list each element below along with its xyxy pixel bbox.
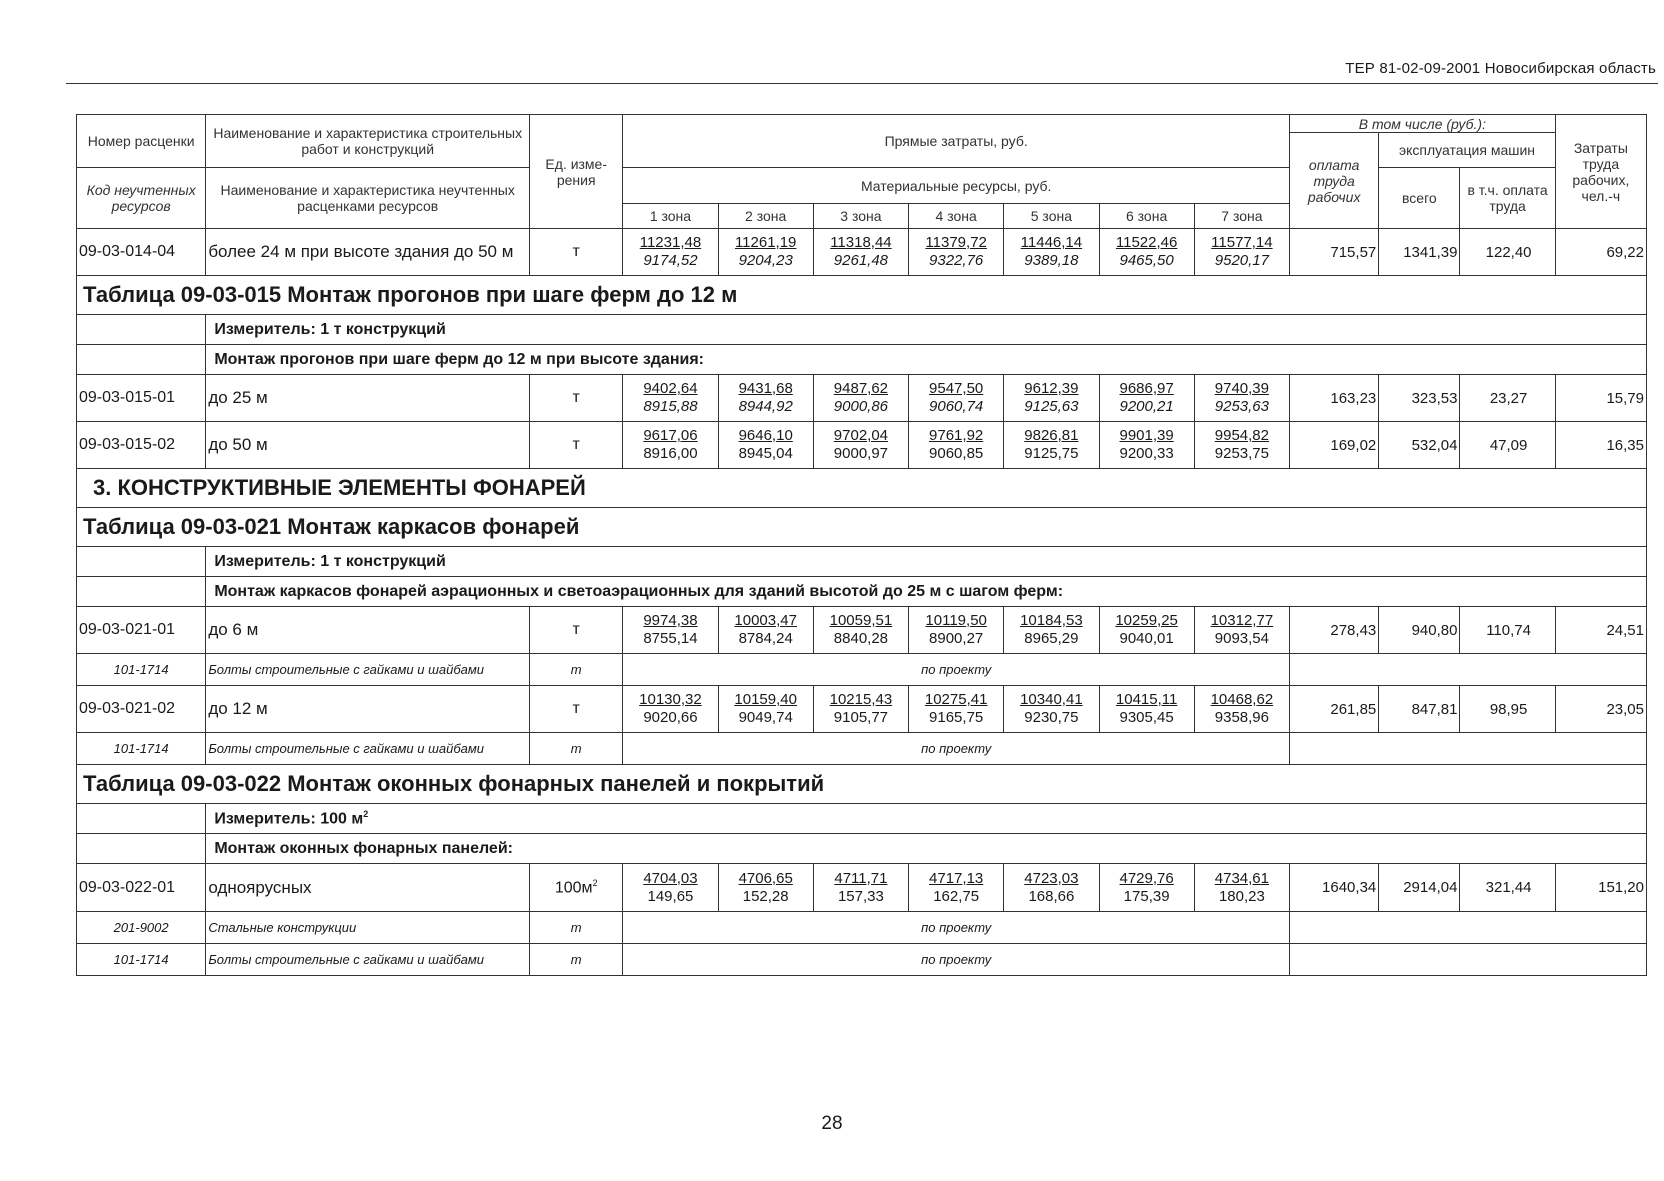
zone-total-cost: 9431,68 xyxy=(738,380,793,397)
rate-code: 09-03-015-02 xyxy=(77,422,206,469)
zone-cell xyxy=(1004,864,1099,912)
zone-material-cost: 9040,01 xyxy=(1119,630,1174,647)
zone-material-cost: 9000,86 xyxy=(833,398,889,415)
zone-total-cost: 9974,38 xyxy=(643,612,698,629)
zone-cell xyxy=(623,686,718,733)
rate-unit xyxy=(530,686,623,733)
page-number: 28 xyxy=(821,1113,843,1134)
zone-material-cost: 9125,63 xyxy=(1024,398,1079,415)
wages-value: 163,23 xyxy=(1290,375,1379,422)
wages-value: 261,85 xyxy=(1290,686,1379,733)
zone-material-cost: 8965,29 xyxy=(1024,630,1079,647)
running-header: ТЕР 81-02-09-2001 Новосибирская область xyxy=(1345,60,1656,77)
zone-cell xyxy=(1004,375,1099,422)
zone-total-cost: 10159,40 xyxy=(734,691,797,708)
unit-text: 100м xyxy=(554,879,593,897)
zone-total-cost: 4729,76 xyxy=(1119,869,1174,887)
zone-cell xyxy=(1004,686,1099,733)
rate-unit xyxy=(530,607,623,654)
unit-text: т xyxy=(572,243,580,260)
header-direct-costs: Прямые затраты, руб. xyxy=(623,115,1290,168)
machines-wages-value: 98,95 xyxy=(1460,686,1555,733)
unit-text: т xyxy=(572,436,580,453)
zone-cell xyxy=(1194,607,1289,654)
zone-total-cost: 10059,51 xyxy=(829,612,893,629)
resource-unit: т xyxy=(530,654,623,686)
table-title-row xyxy=(77,765,1647,804)
resource-empty xyxy=(1290,654,1647,686)
zone-total-cost: 9547,50 xyxy=(929,380,984,397)
rate-row xyxy=(77,864,1647,912)
meter-row xyxy=(77,804,1647,834)
zone-material-cost: 9204,23 xyxy=(738,252,793,269)
meta-code-empty xyxy=(77,345,206,375)
zone-cell xyxy=(813,229,908,276)
zone-cell xyxy=(909,607,1004,654)
header-zone-2: 2 зона xyxy=(718,204,813,229)
zone-total-cost: 9702,04 xyxy=(833,427,889,444)
resource-unit: т xyxy=(530,944,623,976)
zone-material-cost: 8916,00 xyxy=(643,445,698,462)
meter-label xyxy=(206,547,1647,577)
resource-empty xyxy=(1290,944,1647,976)
zone-total-cost: 9901,39 xyxy=(1119,427,1174,444)
labor-value: 16,35 xyxy=(1555,422,1646,469)
zone-cell xyxy=(718,686,813,733)
zone-total-cost: 9402,64 xyxy=(643,380,698,397)
unit-text: т xyxy=(572,700,580,717)
rate-code: 09-03-015-01 xyxy=(77,375,206,422)
zone-material-cost: 8945,04 xyxy=(738,445,793,462)
rate-row xyxy=(77,229,1647,276)
zone-total-cost: 10468,62 xyxy=(1210,691,1274,708)
zone-cell xyxy=(909,229,1004,276)
resource-code: 201-9002 xyxy=(77,912,206,944)
zone-total-cost: 11522,46 xyxy=(1115,234,1178,251)
zone-cell xyxy=(909,375,1004,422)
resource-row xyxy=(77,733,1647,765)
resource-unit: т xyxy=(530,733,623,765)
meta-code-empty xyxy=(77,834,206,864)
zone-cell xyxy=(813,375,908,422)
zone-material-cost: 9125,75 xyxy=(1024,445,1079,462)
section-title: 3. КОНСТРУКТИВНЫЕ ЭЛЕМЕНТЫ ФОНАРЕЙ xyxy=(77,469,1647,508)
zone-cell xyxy=(1099,864,1194,912)
labor-value: 151,20 xyxy=(1555,864,1646,912)
meta-code-empty xyxy=(77,547,206,577)
zone-cell xyxy=(718,229,813,276)
zone-cell xyxy=(909,422,1004,469)
header-code-top: Номер расценки xyxy=(77,115,206,168)
labor-value: 69,22 xyxy=(1555,229,1646,276)
zone-total-cost: 10415,11 xyxy=(1115,691,1178,708)
header-zone-7: 7 зона xyxy=(1194,204,1289,229)
meter-row xyxy=(77,547,1647,577)
zone-material-cost: 149,65 xyxy=(647,887,694,905)
zone-total-cost: 11577,14 xyxy=(1211,234,1273,251)
zone-total-cost: 10130,32 xyxy=(639,691,702,708)
labor-value: 24,51 xyxy=(1555,607,1646,654)
zone-material-cost: 9358,96 xyxy=(1214,709,1269,726)
zone-material-cost: 168,66 xyxy=(1028,887,1075,905)
zone-material-cost: 162,75 xyxy=(933,887,980,905)
zone-cell xyxy=(813,607,908,654)
resource-note: по проекту xyxy=(623,733,1290,765)
table-title: Таблица 09-03-015 Монтаж прогонов при шаге ферм до 12 м xyxy=(77,276,1647,315)
meter-row xyxy=(77,315,1647,345)
zone-cell xyxy=(1194,422,1289,469)
meter-label xyxy=(206,345,1647,375)
meter-label xyxy=(206,315,1647,345)
resource-code: 101-1714 xyxy=(77,733,206,765)
wages-value: 1640,34 xyxy=(1290,864,1379,912)
zone-material-cost: 180,23 xyxy=(1218,887,1265,905)
rate-row xyxy=(77,686,1647,733)
meter-label xyxy=(206,577,1647,607)
zone-material-cost: 175,39 xyxy=(1123,887,1170,905)
machines-total-value: 2914,04 xyxy=(1379,864,1460,912)
zone-total-cost: 9612,39 xyxy=(1024,380,1079,397)
header-rule xyxy=(66,83,1658,84)
rate-code: 09-03-022-01 xyxy=(77,864,206,912)
rate-unit xyxy=(530,229,623,276)
meta-code-empty xyxy=(77,577,206,607)
zone-total-cost: 4711,71 xyxy=(834,869,888,887)
zone-material-cost: 9093,54 xyxy=(1214,630,1269,647)
zone-material-cost: 9165,75 xyxy=(929,709,984,726)
machines-total-value: 847,81 xyxy=(1379,686,1460,733)
zone-total-cost: 9826,81 xyxy=(1024,427,1079,444)
zone-cell xyxy=(1194,686,1289,733)
rate-name: до 25 м xyxy=(206,375,530,422)
zone-material-cost: 9389,18 xyxy=(1024,252,1079,269)
header-materials: Материальные ресурсы, руб. xyxy=(623,168,1290,204)
zone-cell xyxy=(1194,375,1289,422)
zone-total-cost: 11318,44 xyxy=(830,234,892,251)
zone-cell xyxy=(813,686,908,733)
zone-total-cost: 9487,62 xyxy=(833,380,889,397)
labor-value: 15,79 xyxy=(1555,375,1646,422)
meter-row xyxy=(77,834,1647,864)
meter-label xyxy=(206,834,1647,864)
zone-total-cost: 10275,41 xyxy=(924,691,988,708)
meter-row xyxy=(77,577,1647,607)
header-zone-5: 5 зона xyxy=(1004,204,1099,229)
rate-unit xyxy=(530,422,623,469)
meter-text: Измеритель: 1 т конструкций xyxy=(214,320,446,338)
meta-code-empty xyxy=(77,315,206,345)
machines-wages-value: 122,40 xyxy=(1460,229,1555,276)
zone-material-cost: 9105,77 xyxy=(833,709,889,726)
zone-total-cost: 11379,72 xyxy=(925,234,987,251)
zone-total-cost: 10340,41 xyxy=(1020,691,1083,708)
meter-text: Измеритель: 1 т конструкций xyxy=(214,552,446,570)
zone-material-cost: 9049,74 xyxy=(738,709,793,726)
zone-total-cost: 4706,65 xyxy=(738,869,793,887)
rate-unit xyxy=(530,864,623,912)
zone-material-cost: 9253,75 xyxy=(1214,445,1269,462)
zone-cell xyxy=(718,422,813,469)
zone-cell xyxy=(1004,607,1099,654)
wages-value: 715,57 xyxy=(1290,229,1379,276)
zone-total-cost: 4734,61 xyxy=(1214,869,1269,887)
zone-material-cost: 9000,97 xyxy=(833,445,889,462)
header-code-bottom: Код неучтенных ресурсов xyxy=(77,168,206,229)
zone-total-cost: 10215,43 xyxy=(829,691,893,708)
zone-material-cost: 9253,63 xyxy=(1214,398,1269,415)
zone-cell xyxy=(623,422,718,469)
zone-total-cost: 10003,47 xyxy=(734,612,797,629)
machines-total-value: 323,53 xyxy=(1379,375,1460,422)
zone-cell xyxy=(1099,607,1194,654)
zone-material-cost: 152,28 xyxy=(742,887,789,905)
header-machines: эксплуатация машин xyxy=(1379,133,1555,168)
zone-cell xyxy=(718,375,813,422)
zone-material-cost: 9174,52 xyxy=(643,252,698,269)
zone-cell xyxy=(1099,422,1194,469)
zone-material-cost: 9520,17 xyxy=(1214,252,1269,269)
zone-cell xyxy=(1099,686,1194,733)
zone-material-cost: 8840,28 xyxy=(833,630,889,647)
header-machines-total: всего xyxy=(1379,168,1460,229)
zone-total-cost: 4717,13 xyxy=(929,869,984,887)
table-title: Таблица 09-03-021 Монтаж каркасов фонарей xyxy=(77,508,1647,547)
resource-empty xyxy=(1290,733,1647,765)
header-zone-1: 1 зона xyxy=(623,204,718,229)
resource-name: Болты строительные с гайками и шайбами xyxy=(206,944,530,976)
zone-total-cost: 10119,50 xyxy=(925,612,987,629)
zone-cell xyxy=(623,864,718,912)
zone-total-cost: 11231,48 xyxy=(639,234,702,251)
resource-row xyxy=(77,944,1647,976)
rate-row xyxy=(77,607,1647,654)
machines-total-value: 940,80 xyxy=(1379,607,1460,654)
zone-material-cost: 9020,66 xyxy=(643,709,698,726)
rate-row xyxy=(77,422,1647,469)
rate-name: до 12 м xyxy=(206,686,530,733)
zone-material-cost: 9261,48 xyxy=(833,252,889,269)
zone-total-cost: 4704,03 xyxy=(643,869,698,887)
header-name-top: Наименование и характеристика строительных работ и конструкций xyxy=(206,115,530,168)
header-zone-3: 3 зона xyxy=(813,204,908,229)
header-including: В том числе (руб.): xyxy=(1290,115,1556,133)
zone-cell xyxy=(1099,229,1194,276)
resource-row xyxy=(77,654,1647,686)
meter-label xyxy=(206,804,1647,834)
rate-code: 09-03-021-01 xyxy=(77,607,206,654)
zone-cell xyxy=(623,375,718,422)
header-machines-wages: в т.ч. оплата труда xyxy=(1460,168,1555,229)
zone-total-cost: 11261,19 xyxy=(734,234,797,251)
meter-text: Монтаж оконных фонарных панелей: xyxy=(214,839,513,857)
resource-note: по проекту xyxy=(623,654,1290,686)
wages-value: 278,43 xyxy=(1290,607,1379,654)
table-header xyxy=(77,115,1647,229)
unit-superscript: 2 xyxy=(592,877,598,888)
zone-material-cost: 9305,45 xyxy=(1119,709,1174,726)
zone-cell xyxy=(1004,229,1099,276)
zone-total-cost: 10259,25 xyxy=(1115,612,1178,629)
rate-code: 09-03-014-04 xyxy=(77,229,206,276)
zone-material-cost: 8944,92 xyxy=(738,398,793,415)
meter-text: Монтаж прогонов при шаге ферм до 12 м при высоте здания: xyxy=(214,350,704,368)
resource-name: Стальные конструкции xyxy=(206,912,530,944)
zone-material-cost: 9200,33 xyxy=(1119,445,1174,462)
header-name-bottom: Наименование и характеристика неучтенных расценками ресурсов xyxy=(206,168,530,229)
zone-material-cost: 157,33 xyxy=(837,887,884,905)
wages-value: 169,02 xyxy=(1290,422,1379,469)
zone-material-cost: 9060,74 xyxy=(929,398,984,415)
resource-name: Болты строительные с гайками и шайбами xyxy=(206,733,530,765)
resource-row xyxy=(77,912,1647,944)
section-title-row xyxy=(77,469,1647,508)
header-unit: Ед. изме-рения xyxy=(530,115,623,229)
zone-total-cost: 9617,06 xyxy=(643,427,698,444)
resource-note: по проекту xyxy=(623,944,1290,976)
rate-name: до 50 м xyxy=(206,422,530,469)
table-title-row xyxy=(77,508,1647,547)
zone-material-cost: 8784,24 xyxy=(738,630,793,647)
zone-material-cost: 8755,14 xyxy=(643,630,698,647)
zone-cell xyxy=(909,686,1004,733)
rate-name: до 6 м xyxy=(206,607,530,654)
resource-code: 101-1714 xyxy=(77,654,206,686)
zone-material-cost: 8915,88 xyxy=(643,398,698,415)
machines-total-value: 1341,39 xyxy=(1379,229,1460,276)
meter-text: Монтаж каркасов фонарей аэрационных и светоаэрационных для зданий высотой до 25 м с шагом ферм: xyxy=(214,582,1064,600)
header-labor: Затраты труда рабочих, чел.-ч xyxy=(1555,115,1646,229)
zone-total-cost: 9761,92 xyxy=(929,427,984,444)
zone-material-cost: 9060,85 xyxy=(929,445,984,462)
zone-cell xyxy=(718,864,813,912)
rate-name: одноярусных xyxy=(206,864,530,912)
machines-wages-value: 321,44 xyxy=(1460,864,1555,912)
zone-cell xyxy=(623,607,718,654)
resource-note: по проекту xyxy=(623,912,1290,944)
machines-wages-value: 23,27 xyxy=(1460,375,1555,422)
zone-material-cost: 9230,75 xyxy=(1024,709,1079,726)
resource-unit: т xyxy=(530,912,623,944)
zone-material-cost: 8900,27 xyxy=(929,630,984,647)
rate-name: более 24 м при высоте здания до 50 м xyxy=(206,229,530,276)
unit-text: т xyxy=(572,389,580,406)
zone-cell xyxy=(909,864,1004,912)
zone-cell xyxy=(1099,375,1194,422)
header-wages: оплата труда рабочих xyxy=(1290,133,1379,229)
zone-material-cost: 9322,76 xyxy=(929,252,984,269)
table-title: Таблица 09-03-022 Монтаж оконных фонарных панелей и покрытий xyxy=(77,765,1647,804)
labor-value: 23,05 xyxy=(1555,686,1646,733)
machines-wages-value: 110,74 xyxy=(1460,607,1555,654)
header-zone-4: 4 зона xyxy=(909,204,1004,229)
rates-table xyxy=(76,114,1647,976)
resource-name: Болты строительные с гайками и шайбами xyxy=(206,654,530,686)
meter-text: Измеритель: 100 м xyxy=(214,810,364,828)
zone-cell xyxy=(623,229,718,276)
zone-total-cost: 9740,39 xyxy=(1214,380,1269,397)
zone-cell xyxy=(813,422,908,469)
machines-wages-value: 47,09 xyxy=(1460,422,1555,469)
unit-text: т xyxy=(572,621,580,638)
zone-cell xyxy=(718,607,813,654)
rate-row xyxy=(77,375,1647,422)
zone-cell xyxy=(1194,864,1289,912)
header-zone-6: 6 зона xyxy=(1099,204,1194,229)
zone-total-cost: 9646,10 xyxy=(738,427,793,444)
resource-code: 101-1714 xyxy=(77,944,206,976)
zone-material-cost: 9200,21 xyxy=(1119,398,1174,415)
zone-total-cost: 9954,82 xyxy=(1214,427,1269,444)
zone-cell xyxy=(1004,422,1099,469)
rate-code: 09-03-021-02 xyxy=(77,686,206,733)
zone-cell xyxy=(813,864,908,912)
table-title-row xyxy=(77,276,1647,315)
meta-code-empty xyxy=(77,804,206,834)
resource-empty xyxy=(1290,912,1647,944)
zone-material-cost: 9465,50 xyxy=(1119,252,1174,269)
zone-cell xyxy=(1194,229,1289,276)
meter-superscript: 2 xyxy=(363,808,369,819)
rate-unit xyxy=(530,375,623,422)
zone-total-cost: 9686,97 xyxy=(1119,380,1174,397)
machines-total-value: 532,04 xyxy=(1379,422,1460,469)
zone-total-cost: 10312,77 xyxy=(1210,612,1274,629)
zone-total-cost: 10184,53 xyxy=(1020,612,1083,629)
meter-row xyxy=(77,345,1647,375)
zone-total-cost: 11446,14 xyxy=(1020,234,1083,251)
zone-total-cost: 4723,03 xyxy=(1024,869,1079,887)
